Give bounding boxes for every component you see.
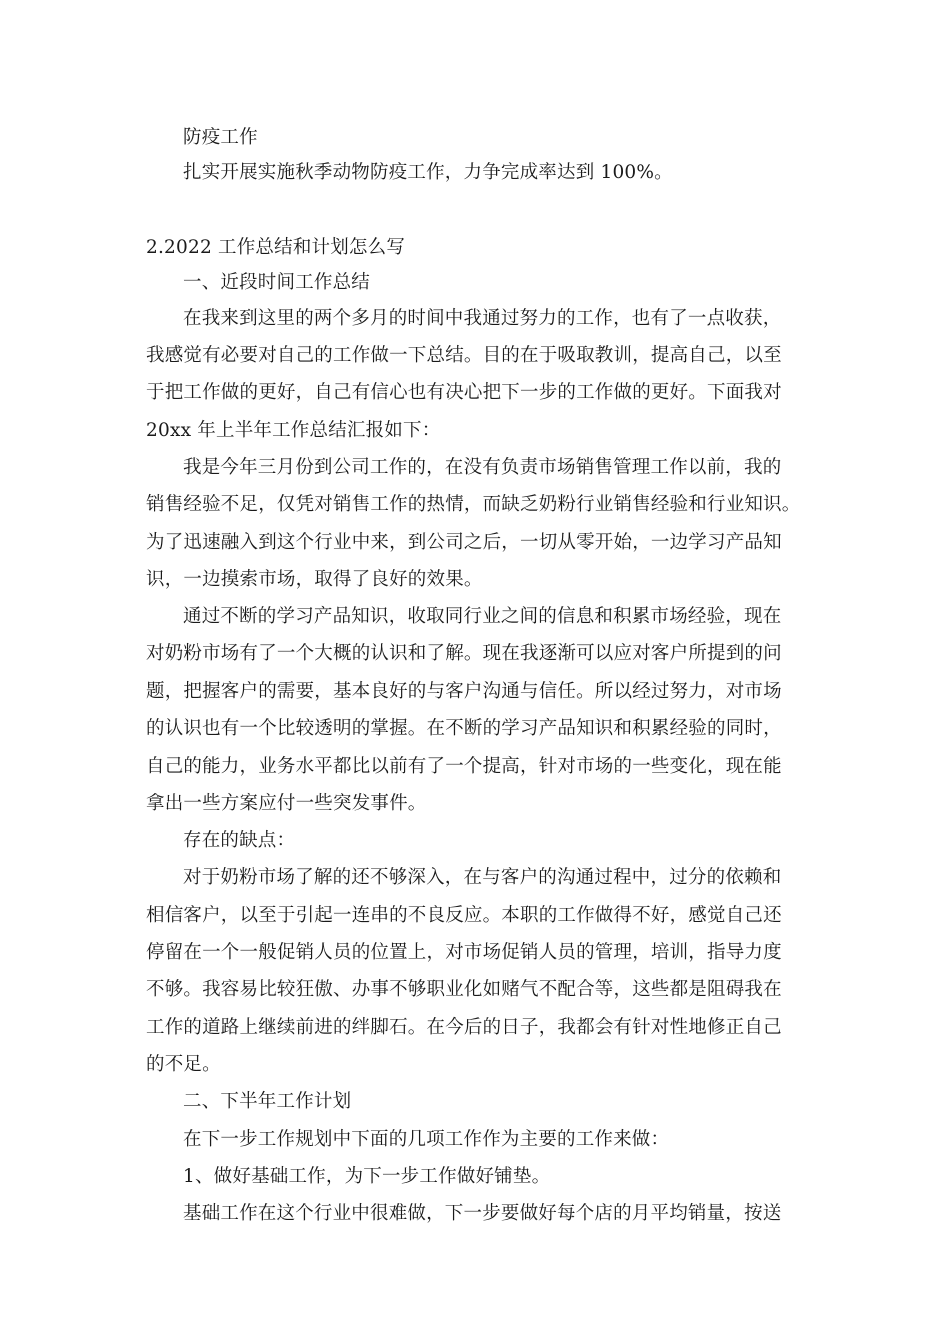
text-line: 为了迅速融入到这个行业中来，到公司之后，一切从零开始，一边学习产品知 [146, 532, 782, 553]
text-line: 20xx 年上半年工作总结汇报如下： [146, 420, 441, 441]
subheading: 一、近段时间工作总结 [183, 272, 371, 293]
text-line: 在下一步工作规划中下面的几项工作作为主要的工作来做： [183, 1129, 670, 1150]
text-line: 对于奶粉市场了解的还不够深入，在与客户的沟通过程中，过分的依赖和 [183, 867, 782, 888]
text-line: 不够。我容易比较狂傲、办事不够职业化如赌气不配合等，这些都是阻碍我在 [146, 979, 782, 1000]
text-line: 识，一边摸索市场，取得了良好的效果。 [146, 569, 483, 590]
text-line: 自己的能力，业务水平都比以前有了一个提高，针对市场的一些变化，现在能 [146, 756, 782, 777]
text-line: 的不足。 [146, 1054, 221, 1075]
text-line: 我是今年三月份到公司工作的，在没有负责市场销售管理工作以前，我的 [183, 457, 782, 478]
text-line: 工作的道路上继续前进的绊脚石。在今后的日子，我都会有针对性地修正自己 [146, 1017, 782, 1038]
text-line: 销售经验不足，仅凭对销售工作的热情，而缺乏奶粉行业销售经验和行业知识。 [146, 494, 801, 515]
text-line: 基础工作在这个行业中很难做，下一步要做好每个店的月平均销量，按送 [183, 1203, 782, 1224]
subheading: 二、下半年工作计划 [183, 1091, 352, 1112]
text-line: 1、做好基础工作，为下一步工作做好铺垫。 [183, 1166, 551, 1187]
section-heading: 2.2022 工作总结和计划怎么写 [146, 237, 406, 258]
text-line: 停留在一个一般促销人员的位置上，对市场促销人员的管理，培训，指导力度 [146, 942, 782, 963]
text-line: 相信客户，以至于引起一连串的不良反应。本职的工作做得不好，感觉自己还 [146, 905, 782, 926]
text-line: 通过不断的学习产品知识，收取同行业之间的信息和积累市场经验，现在 [183, 606, 782, 627]
text-line: 扎实开展实施秋季动物防疫工作，力争完成率达到 100%。 [183, 162, 673, 183]
text-line: 拿出一些方案应付一些突发事件。 [146, 793, 427, 814]
text-line: 的认识也有一个比较透明的掌握。在不断的学习产品知识和积累经验的同时， [146, 718, 782, 739]
text-line: 我感觉有必要对自己的工作做一下总结。目的在于吸取教训，提高自己，以至 [146, 345, 782, 366]
subheading: 存在的缺点： [183, 830, 296, 851]
text-line: 对奶粉市场有了一个大概的认识和了解。现在我逐渐可以应对客户所提到的问 [146, 643, 782, 664]
text-line: 于把工作做的更好，自己有信心也有决心把下一步的工作做的更好。下面我对 [146, 382, 782, 403]
text-line: 题，把握客户的需要，基本良好的与客户沟通与信任。所以经过努力，对市场 [146, 681, 782, 702]
text-line: 在我来到这里的两个多月的时间中我通过努力的工作，也有了一点收获， [183, 308, 782, 329]
text-line: 防疫工作 [183, 127, 258, 148]
